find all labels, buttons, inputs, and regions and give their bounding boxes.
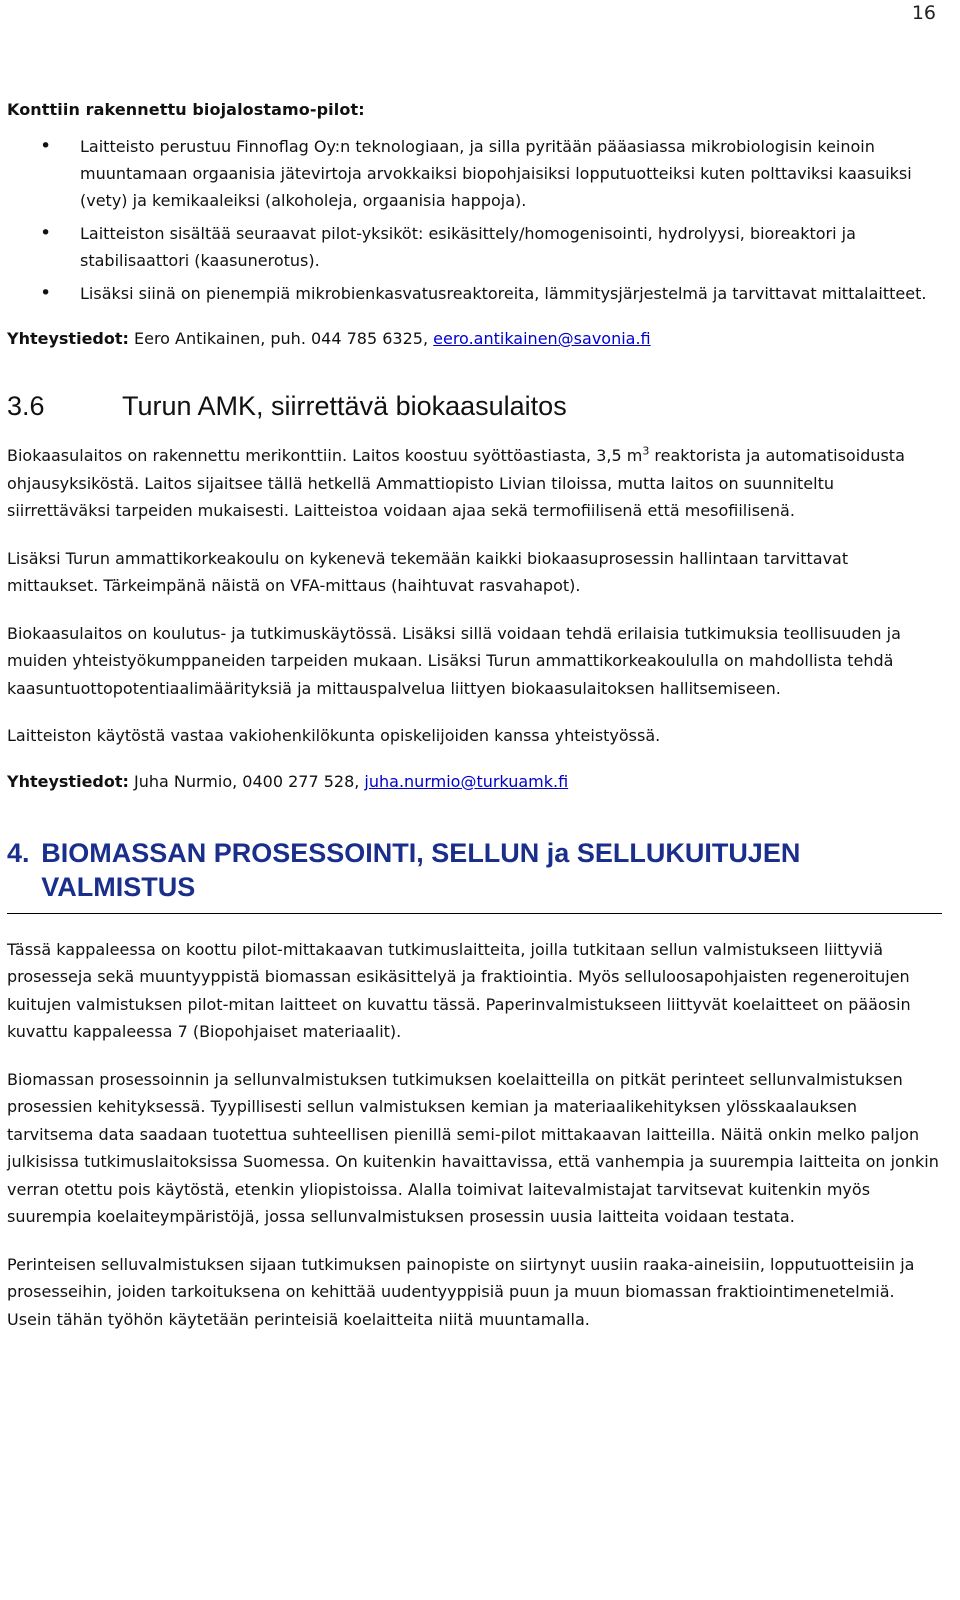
heading-divider	[7, 913, 942, 914]
section-heading	[7, 391, 942, 422]
email-link[interactable]: juha.nurmio@turkuamk.fi	[364, 771, 569, 791]
contact-text: Juha Nurmio, 0400 277 528,	[128, 771, 365, 791]
bullet-item: • Laitteiston sisältää seuraavat pilot-yksiköt: esikäsittely/homogenisointi, hydrolyysi, bioreaktori ja stabilisaattori (kaasunerotus).	[7, 220, 942, 274]
paragraph: Lisäksi Turun ammattikorkeakoulu on kykenevä tekemään kaikki biokaasuprosessin hallintaan tarvittavat mittaukset. Tärkeimpänä näistä on VFA-mittaus (haihtuvat rasvahapot).	[7, 548, 849, 595]
section-title: Turun AMK, siirrettävä biokaasulaitos	[122, 391, 567, 421]
chapter-title: BIOMASSAN PROSESSOINTI, SELLUN ja SELLUKUITUJEN VALMISTUS	[41, 837, 801, 902]
paragraph: Biokaasulaitos on koulutus- ja tutkimuskäytössä. Lisäksi sillä voidaan tehdä erilaisia tutkimuksia teollisuuden ja muiden yhteistyökumppaneiden tarpeiden mukaan. Lisäksi Turun ammattikorkeakoululla on mahdollista tehdä kaasuntuottopotentiaalimäärityksiä ja mittauspalvelua liittyen biokaasulaitoksen hallitsemiseen.	[7, 623, 901, 698]
bullet-item: • Lisäksi siinä on pienempiä mikrobienkasvatusreaktoreita, lämmitysjärjestelmä ja tarvittavat mittalaitteet.	[7, 280, 942, 307]
paragraph	[7, 442, 942, 525]
pilot-bullet-list	[7, 133, 942, 307]
contact-label: Yhteystiedot:	[7, 771, 129, 791]
paragraph: Laitteiston käytöstä vastaa vakiohenkilökunta opiskelijoiden kanssa yhteistyössä.	[7, 726, 661, 745]
contact-label: Yhteystiedot:	[7, 329, 129, 348]
pilot-title: Konttiin rakennettu biojalostamo-pilot:	[7, 100, 365, 119]
page-number: 16	[911, 2, 936, 24]
contact-info-1	[7, 327, 942, 351]
paragraph: Perinteisen selluvalmistuksen sijaan tutkimuksen painopiste on siirtynyt uusiin raaka-aineisiin, lopputuotteisiin ja prosesseihin, joiden tarkoituksena on kehittää uudentyyppisiä puun ja muun biomassan fraktiointimenetelmiä. Usein tähän työhön käytetään perinteisiä koelaitteita niitä muuntamalla.	[7, 1254, 915, 1329]
paragraph: Tässä kappaleessa on koottu pilot-mittakaavan tutkimuslaitteita, joilla tutkitaan sellun valmistukseen liittyviä prosesseja sekä muuntyyppistä biomassan esikäsittelyä ja fraktiointia. Myös selluloosapohjaisten regeneroitujen kuitujen valmistuksen pilot-mitan laitteet on kuvattu tässä. Paperinvalmistukseen liittyvät koelaitteet on pääosin kuvattu kappaleessa 7 (Biopohjaiset materiaalit).	[7, 939, 911, 1041]
bullet-item: • Laitteisto perustuu Finnoflag Oy:n teknologiaan, ja silla pyritään pääasiassa mikrobiologisin keinoin muuntamaan orgaanisia jätevirtoja arvokkaiksi biopohjaisiksi lopputuotteiksi kuten polttaviksi kaasuiksi (vety) ja kemikaaleiksi (alkoholeja, orgaanisia happoja).	[7, 133, 942, 214]
paragraph-text: Biokaasulaitos on rakennettu merikonttiin. Laitos koostuu syöttöastiasta, 3,5 m	[7, 446, 643, 465]
chapter-number: 4.	[7, 837, 30, 868]
paragraph-text: reaktorista ja automatisoidusta ohjausyksiköstä. Laitos sijaitsee tällä hetkellä Ammattiopisto Livian tiloissa, mutta laitos on suunniteltu siirrettäväksi tarpeiden mukaisesti. Laitteistoa voidaan ajaa sekä termofiilisenä että mesofiilisenä.	[7, 446, 905, 520]
chapter-heading	[7, 836, 942, 904]
paragraph: Biomassan prosessoinnin ja sellunvalmistuksen tutkimuksen koelaitteilla on pitkät perinteet sellunvalmistuksen prosessien kehityksessä. Tyypillisesti sellun valmistuksen kemian ja materiaalikehityksen ylösskaalauksen tarvitsema data saadaan tuotettua suhteellisen pienillä semi-pilot mittakaavan laitteilla. Näitä onkin melko paljon julkisissa tutkimuslaitoksissa Suomessa. On kuitenkin havaittavissa, että vanhempia ja suurempia laitteita on jonkin verran otettu pois käytöstä, etenkin yliopistoissa. Alalla toimivat laitevalmistajat tarvitsevat kuitenkin myös suurempia koelaiteympäristöjä, jossa sellunvalmistuksen prosessin uusia laitteita voidaan testata.	[7, 1069, 939, 1226]
contact-text: Eero Antikainen, puh. 044 785 6325,	[128, 329, 434, 348]
superscript: 3	[642, 444, 650, 458]
section-number: 3.6	[7, 391, 45, 421]
contact-info-2	[7, 770, 942, 794]
email-link[interactable]: eero.antikainen@savonia.fi	[433, 329, 651, 348]
document-body	[7, 100, 942, 1353]
